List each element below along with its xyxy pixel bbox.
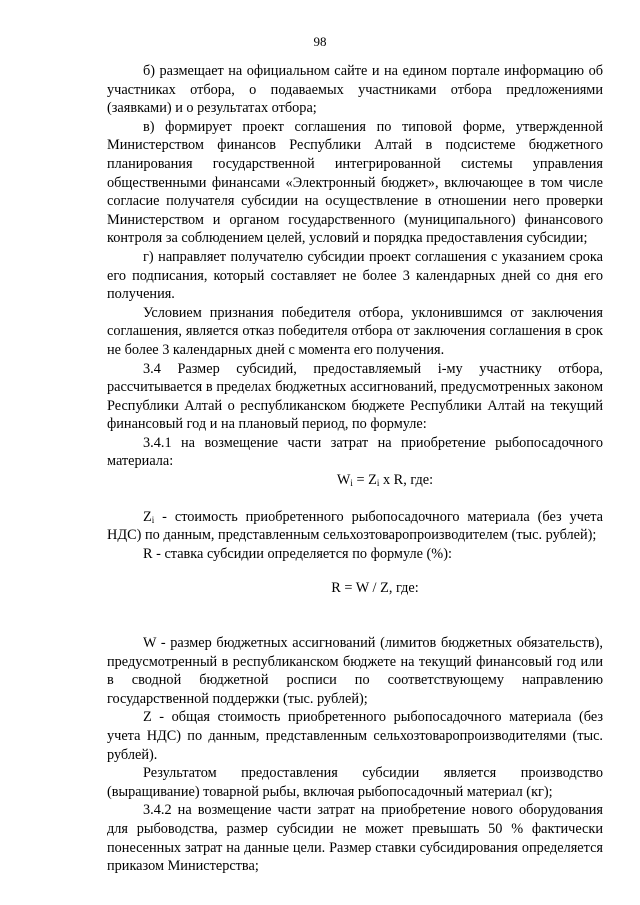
formula-z: Z — [368, 472, 377, 489]
page-number: 98 — [313, 34, 327, 49]
formula-rest: x R, где: — [379, 472, 434, 489]
paragraph-3-4-1: 3.4.1 на возмещение части затрат на приобретение рыбопосадочного материала: — [107, 434, 603, 470]
formula-w-subscript: i — [350, 478, 353, 489]
zi-definition: - стоимость приобретенного рыбопосадочного материала (без учета НДС) по данным, представленным сельхозтоваропроизводителем (тыс. рублей); — [107, 508, 603, 544]
formula-eq: = — [352, 472, 369, 489]
paragraph-3-4: 3.4 Размер субсидий, предоставляемый i-му участнику отбора, рассчитывается в пределах бюджетных ассигнований, предусмотренных законом Республики Алтай о республиканском бюджете Республики Алтай на текущий финансовый год и на плановый период, по формуле: — [107, 360, 603, 433]
zi-symbol: Z — [143, 508, 152, 525]
paragraph-w: W - размер бюджетных ассигнований (лимитов бюджетных обязательств), предусмотренный в республиканском бюджете на текущий финансовый год или в сводной бюджетной росписи по соответствующему направлению государственной поддержки (тыс. рублей); — [107, 635, 603, 707]
document-body — [107, 62, 603, 876]
paragraph-condition: Условием признания победителя отбора, уклонившимся от заключения соглашения, является отказ победителя отбора от заключения соглашения в срок не более 3 календарных дней с момента его получения. — [107, 304, 603, 358]
formula-r: R = W / Z, где: — [331, 580, 419, 597]
paragraph-b: б) размещает на официальном сайте и на едином портале информацию об участниках отбора, о подаваемых участниками отбора предложениями (заявками) и о результатах отбора; — [107, 63, 603, 117]
zi-subscript: i — [151, 514, 155, 525]
formula-wi — [107, 471, 603, 490]
paragraph-3-4-2: 3.4.2 на возмещение части затрат на приобретение нового оборудования для рыбоводства, размер субсидии не может превышать 50 % фактически понесенных затрат на данные цели. Размер ставки субсидирования определяется приказом Министерства; — [107, 802, 603, 875]
paragraph-zi — [107, 508, 603, 545]
paragraph-z: Z - общая стоимость приобретенного рыбопосадочного материала (без учета НДС) по данным, представленным сельхозтоваропроизводителями (тыс. рублей). — [107, 709, 603, 763]
paragraph-result: Результатом предоставления субсидии является производство (выращивание) товарной рыбы, включая рыбопосадочный материал (кг); — [107, 765, 603, 800]
paragraph-g: г) направляет получателю субсидии проект соглашения с указанием срока его подписания, который составляет не более 3 календарных дней со дня его получения. — [107, 248, 603, 303]
formula-z-subscript: i — [376, 478, 380, 489]
paragraph-r: R - ставка субсидии определяется по формуле (%): — [143, 545, 452, 562]
paragraph-v: в) формирует проект соглашения по типовой форме, утвержденной Министерством финансов Республики Алтай в подсистеме бюджетного планирования государственной интегрированной системы управления общественными финансами «Электронный бюджет», включающее в том числе согласие получателя субсидии на осуществление в отношении него проверки Министерством и органом государственного (муниципального) финансового контроля за соблюдением целей, условий и порядка предоставления субсидии; — [107, 118, 603, 247]
formula-w: W — [336, 472, 351, 489]
